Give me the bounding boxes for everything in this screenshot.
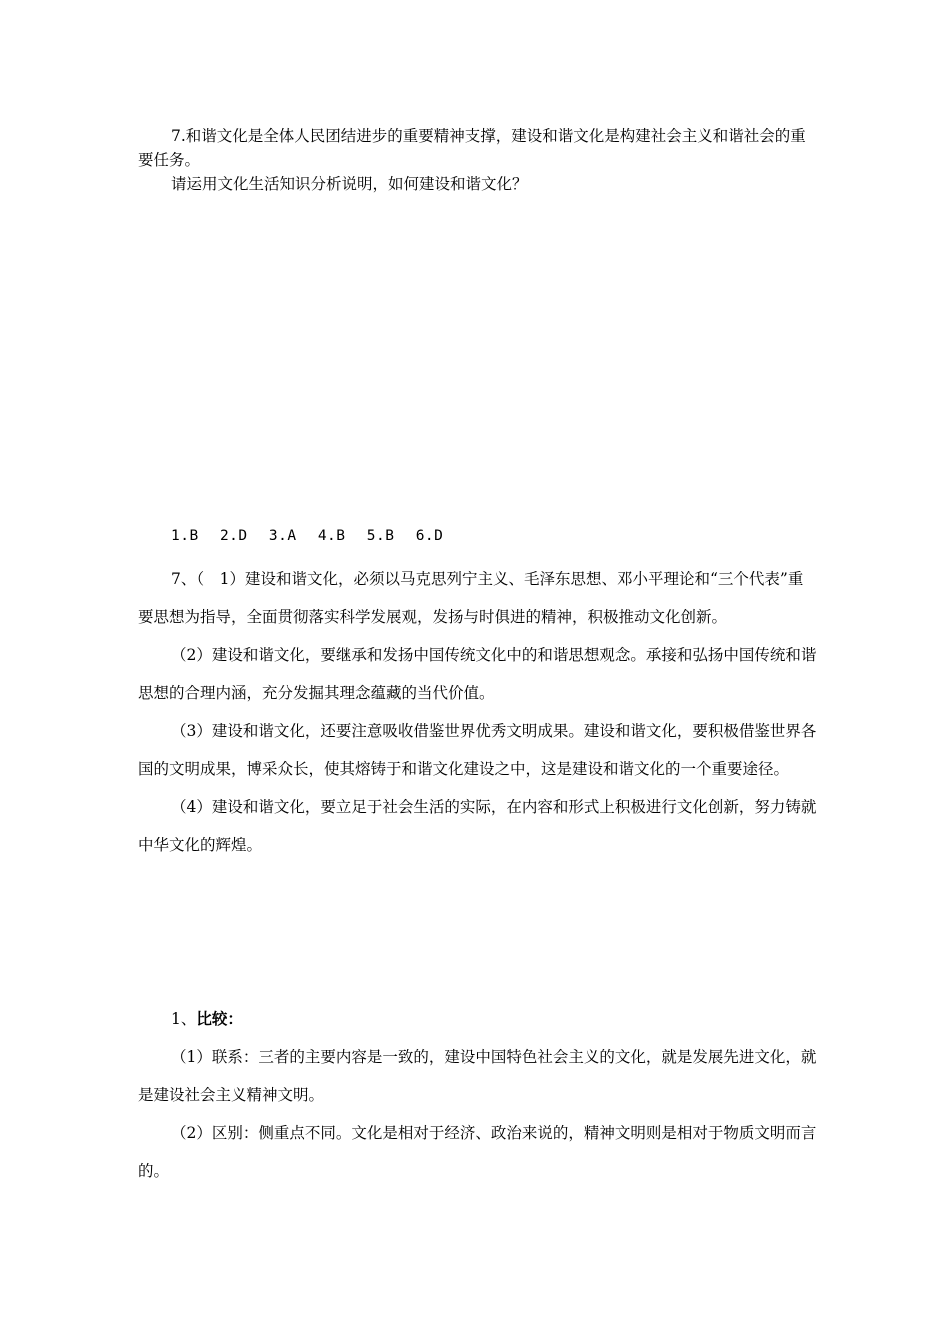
comparison-paragraph-1: （1）联系：三者的主要内容是一致的，建设中国特色社会主义的文化，就是发展先进文化，就是建设社会主义精神文明。: [138, 1048, 817, 1104]
choice-answer: 5.B: [366, 528, 395, 544]
answer-7-paragraph-2: （2）建设和谐文化，要继承和发扬中国传统文化中的和谐思想观念。承接和弘扬中国传统和谐思想的合理内涵，充分发掘其理念蕴藏的当代价值。: [138, 646, 817, 702]
comparison-paragraph-2: （2）区别：侧重点不同。文化是相对于经济、政治来说的，精神文明则是相对于物质文明而言的。: [138, 1124, 817, 1180]
choice-answer: 2.D: [219, 528, 248, 544]
answer-7-paragraph-3: （3）建设和谐文化，还要注意吸收借鉴世界优秀文明成果。建设和谐文化，要积极借鉴世界各国的文明成果，博采众长，使其熔铸于和谐文化建设之中，这是建设和谐文化的一个重要途径。: [138, 722, 817, 778]
answer-7-paragraph-4: （4）建设和谐文化，要立足于社会生活的实际，在内容和形式上积极进行文化创新，努力铸就中华文化的辉煌。: [138, 798, 817, 854]
comparison-number: 1、: [171, 1010, 197, 1028]
question-text: 7.和谐文化是全体人民团结进步的重要精神支撑，建设和谐文化是构建社会主义和谐社会的重要任务。: [138, 127, 806, 169]
question-section: [138, 124, 818, 196]
question-prompt: 请运用文化生活知识分析说明，如何建设和谐文化？: [171, 175, 528, 193]
answer-7-section: [138, 560, 818, 864]
choice-answers: [138, 524, 818, 548]
choice-answer: 1.B: [171, 528, 199, 544]
answer-7-paragraph-1: 7、（ 1）建设和谐文化，必须以马克思列宁主义、毛泽东思想、邓小平理论和“三个代表”重要思想为指导，全面贯彻落实科学发展观，发扬与时俱进的精神，积极推动文化创新。: [138, 570, 804, 626]
comparison-heading-line: [138, 1000, 818, 1038]
choice-answer: 6.D: [415, 528, 444, 544]
choice-answer: 3.A: [268, 528, 297, 544]
comparison-heading: 比较：: [196, 1009, 243, 1028]
comparison-section: [138, 1000, 818, 1190]
choice-answer: 4.B: [317, 528, 346, 544]
